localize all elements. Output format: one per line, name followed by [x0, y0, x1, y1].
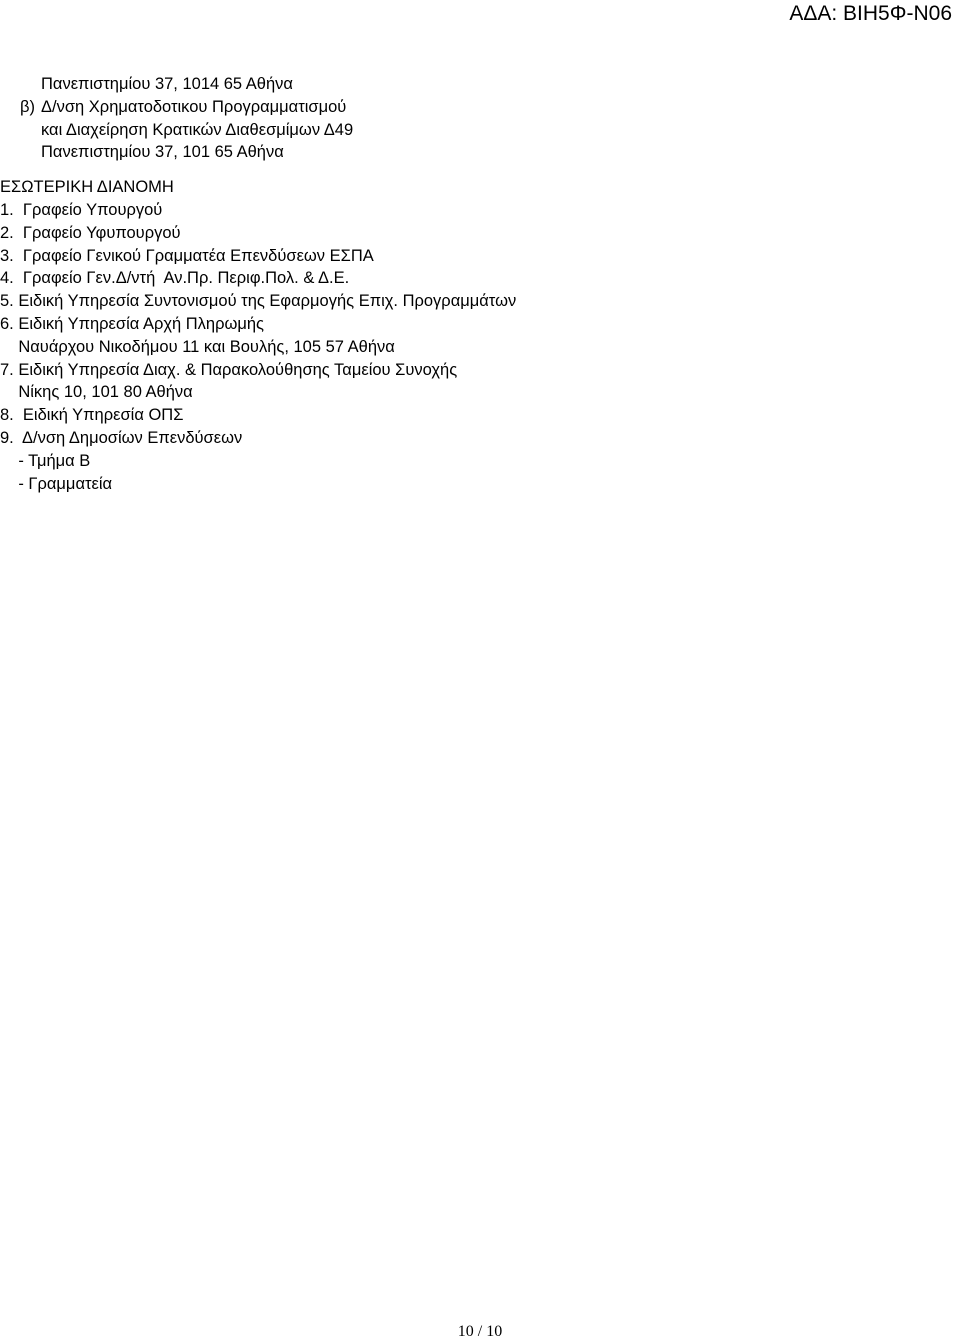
list-item: 9. Δ/νση Δημοσίων Επενδύσεων — [0, 428, 243, 447]
address-line: και Διαχείρηση Κρατικών Διαθεσμίμων Δ49 — [41, 120, 354, 139]
list-item: 3. Γραφείο Γενικού Γραμματέα Επενδύσεων ΕΣΠΑ — [0, 246, 374, 265]
page-number: 10 / 10 — [457, 1323, 503, 1340]
address-line: Πανεπιστημίου 37, 1014 65 Αθήνα — [41, 75, 293, 93]
ada-header: ΑΔΑ: ΒΙΗ5Φ-Ν06 — [789, 2, 952, 25]
address-block-b — [0, 96, 960, 119]
list-item: 1. Γραφείο Υπουργού — [0, 200, 163, 219]
address-line: Δ/νση Χρηματοδοτικου Προγραμματισμού — [41, 97, 347, 116]
document-body — [0, 73, 960, 495]
address-line: Πανεπιστημίου 37, 101 65 Αθήνα — [41, 143, 284, 162]
list-item: 2. Γραφείο Υφυπουργού — [0, 223, 181, 242]
section-heading: ΕΣΩΤΕΡΙΚΗ ΔΙΑΝΟΜΗ — [0, 178, 174, 197]
address-block — [0, 73, 960, 96]
list-item: Ναυάρχου Νικοδήμου 11 και Βουλής, 105 57 Αθήνα — [0, 337, 395, 356]
list-item: - Τμήμα Β — [0, 451, 91, 470]
list-item: - Γραμματεία — [0, 474, 113, 493]
list-item: 4. Γραφείο Γεν.Δ/ντή Αν.Πρ. Περιφ.Πολ. & Δ.Ε. — [0, 269, 350, 288]
list-item: 6. Ειδική Υπηρεσία Αρχή Πληρωμής — [0, 314, 265, 333]
list-item: Νίκης 10, 101 80 Αθήνα — [0, 383, 193, 402]
list-item: 7. Ειδική Υπηρεσία Διαχ. & Παρακολούθησης Ταμείου Συνοχής — [0, 360, 458, 379]
list-item: 5. Ειδική Υπηρεσία Συντονισμού της Εφαρμογής Επιχ. Προγραμμάτων — [0, 292, 517, 311]
list-item: 8. Ειδική Υπηρεσία ΟΠΣ — [0, 406, 184, 425]
list-marker: β) — [20, 97, 35, 116]
